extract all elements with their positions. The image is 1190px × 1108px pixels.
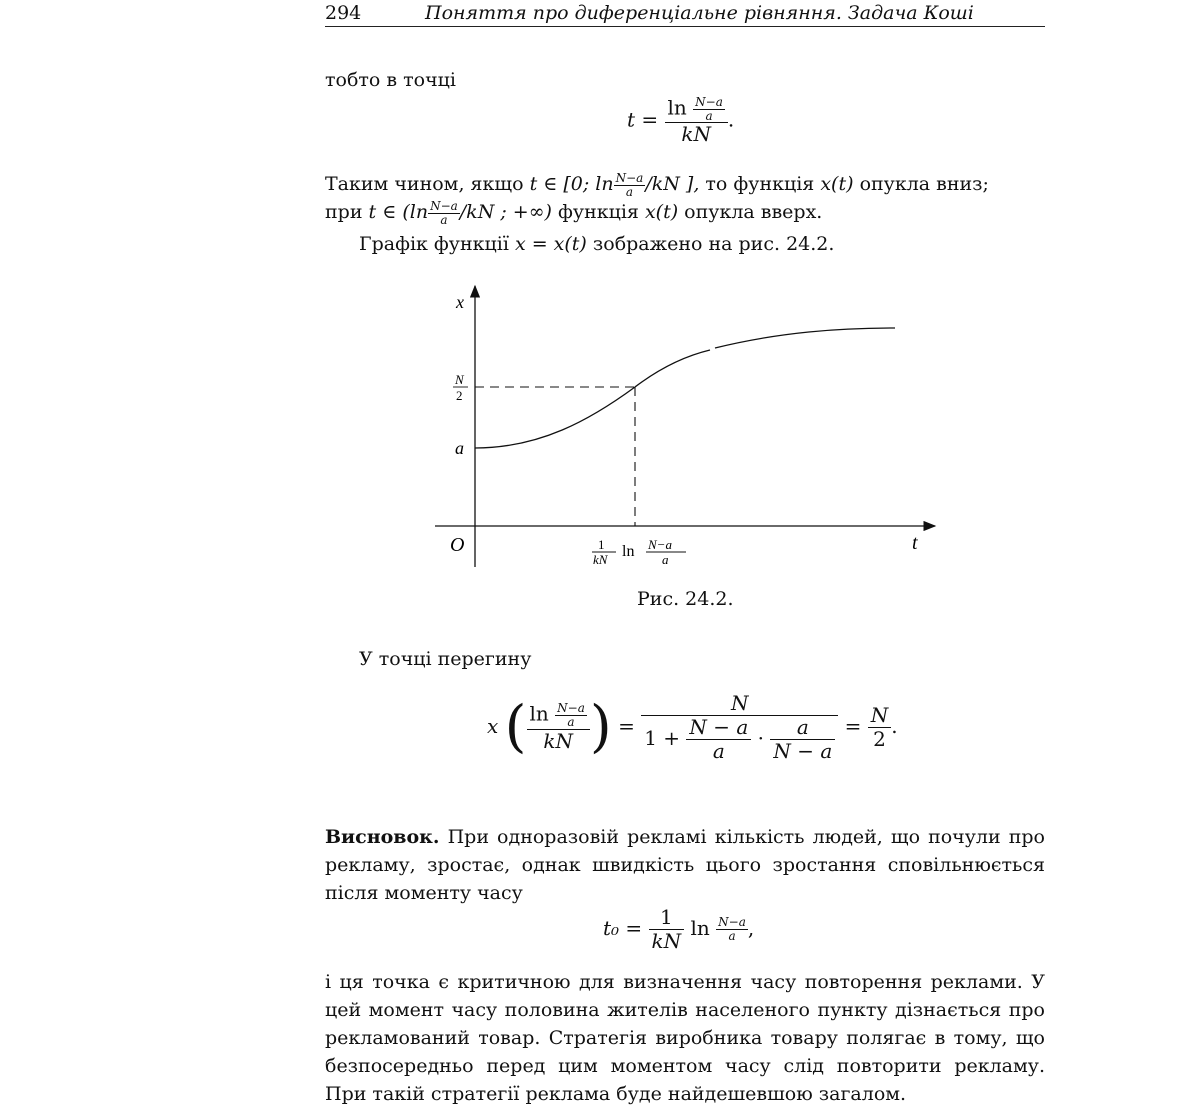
math-eq: = xyxy=(641,107,659,132)
n-over-2-den: 2 xyxy=(873,727,886,751)
left-paren: ( xyxy=(504,694,527,760)
p2-part-c: опукла вниз; xyxy=(859,173,989,195)
x-eq-x-of-t: x = x(t) xyxy=(514,233,587,255)
math-period: . xyxy=(727,107,735,132)
den-frac-2-num: a xyxy=(770,716,835,740)
t0-frac-num: 1 xyxy=(649,906,685,930)
x-of-t-1: x(t) xyxy=(820,173,854,195)
interval-2-end: /kN ; +∞) xyxy=(459,201,552,224)
interval-2: t ∈ (ln xyxy=(368,201,429,224)
cdot: · xyxy=(757,726,765,750)
t0-comma: , xyxy=(747,916,755,940)
infl-small-den: a xyxy=(567,715,575,729)
math-t: t xyxy=(627,107,636,132)
den-frac-1-num: N − a xyxy=(686,716,751,740)
t0-ln: ln xyxy=(690,916,710,940)
interval1-frac-den: a xyxy=(625,184,634,199)
tick-n-den: 2 xyxy=(456,388,463,403)
curve-upper xyxy=(715,328,895,348)
p3-part-b: зображено на рис. 24.2. xyxy=(592,233,835,255)
p2-part-d: при xyxy=(325,201,363,224)
p2-part-e: функція xyxy=(558,201,639,224)
t0-small-num: N−a xyxy=(718,915,746,930)
conclusion-text: При одноразовій рекламі кількість людей, що почули про рекламу, зростає, однак швидкість цього зростання сповільнюється після моменту часу xyxy=(325,826,1045,904)
small-num: N−a xyxy=(695,95,723,109)
p2-part-a: Таким чином, якщо xyxy=(325,173,524,195)
p3-part-a: Графік функції xyxy=(359,233,509,255)
den-frac-2-den: N − a xyxy=(773,739,833,763)
p2-part-b: то функція xyxy=(705,173,815,195)
tick-a: a xyxy=(455,438,464,458)
curve-lower xyxy=(475,387,635,448)
n-over-2-num: N xyxy=(868,704,892,728)
interval2-frac-den: a xyxy=(440,212,448,227)
interval2-frac-num: N−a xyxy=(430,199,458,213)
infl-eq-1: = xyxy=(618,714,635,738)
infl-small-num: N−a xyxy=(557,701,585,716)
math-ln: ln xyxy=(667,95,687,120)
tick-t-ln: ln xyxy=(622,543,635,560)
infl-period: . xyxy=(891,714,898,738)
interval-1-end: /kN ], xyxy=(645,173,700,195)
text-p4: У точці перегину xyxy=(359,648,532,670)
frac-denominator: kN xyxy=(681,122,712,147)
one-plus: 1 + xyxy=(644,726,681,750)
infl-eq-2: = xyxy=(844,714,862,738)
t0-eq: = xyxy=(625,916,643,940)
text-p1: тобто в точці xyxy=(325,69,456,91)
conclusion-label: Висновок. xyxy=(325,826,440,848)
curve-mid xyxy=(635,350,710,387)
interval-1: t ∈ [0; ln xyxy=(529,173,614,195)
tick-t-den: a xyxy=(662,552,669,567)
small-den: a xyxy=(705,108,713,123)
tick-t-one: 1 xyxy=(598,537,605,552)
figure-caption: Рис. 24.2. xyxy=(637,588,734,610)
den-frac-1-den: a xyxy=(712,739,725,763)
running-title: Поняття про диференціальне рівняння. Задача Коші xyxy=(425,2,974,24)
text-final: і ця точка є критичною для визначення часу повторення реклами. У цей момент часу половина жителів населеного пункту дізнається про рекламований товар. Стратегія виробника товару полягає в тому, що безпосередньо перед цим моментом часу слід повторити рекламу. При такій стратегії реклама буде найдешевшою загалом. xyxy=(325,971,1045,1105)
infl-ln: ln xyxy=(529,702,549,726)
interval1-frac-num: N−a xyxy=(615,170,644,185)
tick-n-num: N xyxy=(455,372,464,387)
t0-frac-den: kN xyxy=(651,929,682,953)
infl-arg-den: kN xyxy=(543,728,573,753)
page-number: 294 xyxy=(325,2,362,24)
x-of-t-2: x(t) xyxy=(644,201,679,224)
p2-part-f: опукла вверх. xyxy=(684,201,823,224)
infl-rhs-num: N xyxy=(641,692,838,716)
axis-t-label: t xyxy=(912,532,918,554)
axis-x-label: x xyxy=(456,292,464,312)
t0-small-den: a xyxy=(728,929,736,943)
math-x: x xyxy=(487,714,499,738)
origin-label: O xyxy=(450,534,465,556)
tick-t-num: N−a xyxy=(648,537,672,552)
math-t0: t₀ xyxy=(603,916,620,940)
right-paren: ) xyxy=(589,694,612,760)
tick-t-kN: kN xyxy=(593,552,608,567)
